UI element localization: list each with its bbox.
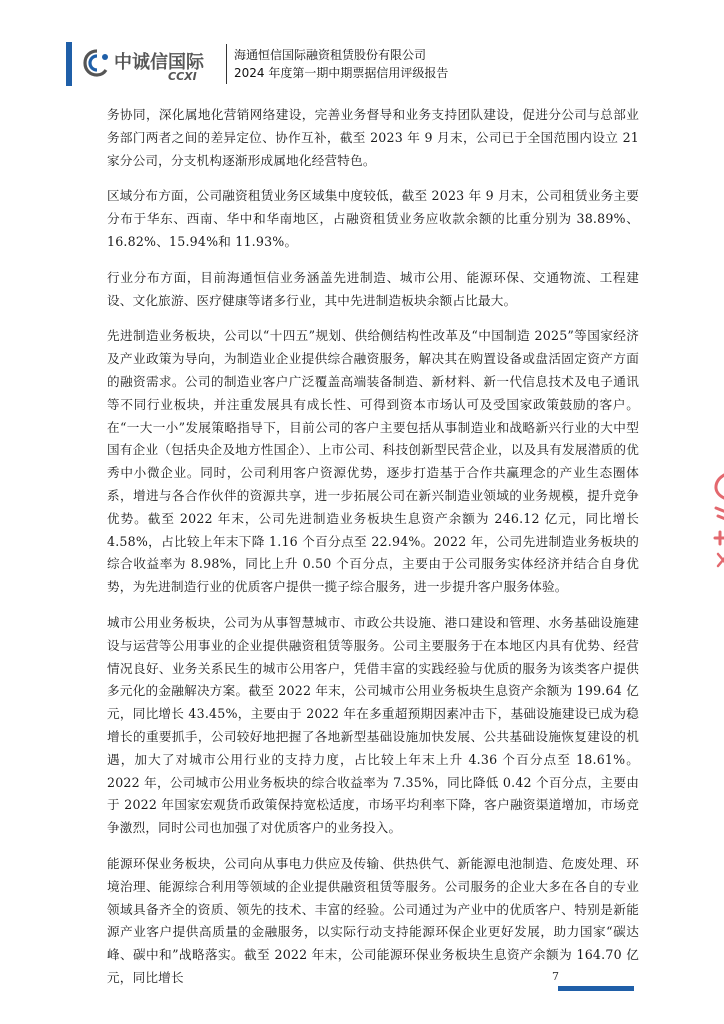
paragraph-advanced-manufacturing: 先进制造业务板块，公司以“十四五”规划、供给侧结构性改革及“中国制造 2025”等国家经济及产业政策为导向，为制造业企业提供综合融资服务，解决其在购置设备或盘活固定资产方面的融资需求。公司的制造业客户广泛覆盖高端装备制造、新材料、新一代信息技术及电子通讯等不同行业板块，并注重发展具有成长性、可得到资本市场认可及受国家政策鼓励的客户。在“一大一小”发展策略指导下，目前公司的客户主要包括从事制造业和战略新兴行业的大中型国有企业（包括央企及地方性国企）、上市公司、科技创新型民营企业，以及具有发展潜质的优秀中小微企业。同时，公司利用客户资源优势，逐步打造基于合作共赢理念的产业生态圈体系，增进与各合作伙伴的资源共享，进一步拓展公司在新兴制造业领域的业务规模，提升竞争优势。截至 2022 年末，公司先进制造业务板块生息资产余额为 246.12 亿元，同比增长 4.58%，占比较上年末下降 1.16 个百分点至 22.94%。2022 年，公司先进制造业务板块的综合收益率为 8.98%，同比上升 0.50 个百分点，主要由于公司服务实体经济并结合自身优势，为先进制造行业的优质客户提供一揽子综合服务，进一步提升客户服务体验。 (107, 328, 639, 595)
header-title-block (234, 46, 448, 82)
paragraph-industry-distribution: 行业分布方面，目前海通恒信业务涵盖先进制造、城市公用、能源环保、交通物流、工程建设、文化旅游、医疗健康等诸多行业，其中先进制造板块余额占比最大。 (107, 269, 639, 308)
paragraph-urban-utilities: 城市公用业务板块，公司为从事智慧城市、市政公共设施、港口建设和管理、水务基础设施建设与运营等公用事业的企业提供融资租赁等服务。公司主要服务于在本地区内具有优势、经营情况良好、业务关系民生的城市公用客户，凭借丰富的实践经验与优质的服务为该类客户提供多元化的金融解决方案。截至 2022 年末，公司城市公用业务板块生息资产余额为 199.64 亿元，同比增长 43.45%，主要由于 2022 年在多重超预期因素冲击下，基础设施建设已成为稳增长的重要抓手，公司较好地把握了各地新型基础设施加快发展、公共基础设施恢复建设的机遇，加大了对城市公用行业的支持力度，占比较上年末上升 4.36 个百分点至 18.61%。2022 年，公司城市公用业务板块的综合收益率为 7.35%，同比降低 0.42 个百分点，主要由于 2022 年国家宏观货币政策保持宽松适度，市场平均利率下降，客户融资渠道增加，市场竞争激烈，同时公司也加强了对优质客户的业务投入。 (107, 614, 639, 836)
page-header (0, 38, 724, 96)
document-body (107, 104, 639, 999)
ccxi-logo-mark-icon (82, 48, 112, 78)
logo-english-name: CCXI (168, 70, 197, 83)
logo-chinese-name: 中诚信国际 (114, 52, 204, 73)
report-title: 2024 年度第一期中期票据信用评级报告 (234, 66, 449, 80)
paragraph-regional-distribution: 区域分布方面，公司融资租赁业务区域集中度较低，截至 2023 年 9 月末，公司租赁业务主要分布于华东、西南、华中和华南地区，占融资租赁业务应收款余额的比重分别为 38.89%、16.82%、15.94%和 11.93%。 (107, 188, 639, 249)
page-number: 7 (552, 970, 559, 983)
header-divider (226, 44, 227, 84)
paragraph-energy-environment: 能源环保业务板块，公司向从事电力供应及传输、供热供气、新能源电池制造、危废处理、环境治理、能源综合利用等领域的企业提供融资租赁等服务。公司服务的企业大多在各自的专业领域具备齐全的资质、领先的技术、丰富的经验。公司通过为产业中的优质客户、特别是新能源产业客户提供高质量的金融服务，以实际行动支持能源环保企业更好发展，助力国家“碳达峰、碳中和”战略落实。截至 2022 年末，公司能源环保业务板块生息资产余额为 164.70 亿元，同比增长 (107, 855, 639, 985)
paragraph-branch-network: 务协同，深化属地化营销网络建设，完善业务督导和业务支持团队建设，促进分公司与总部业务部门两者之间的差异定位、协作互补，截至 2023 年 9 月末，公司已于全国范围内设立 21 家分公司，分支机构逐渐形成属地化经营特色。 (107, 107, 639, 168)
company-name: 海通恒信国际融资租赁股份有限公司 (234, 48, 427, 62)
footer-accent-bar (558, 986, 634, 991)
ccxi-logo (82, 44, 222, 84)
header-accent-bar (66, 42, 72, 86)
seal-stamp-icon (706, 470, 724, 570)
